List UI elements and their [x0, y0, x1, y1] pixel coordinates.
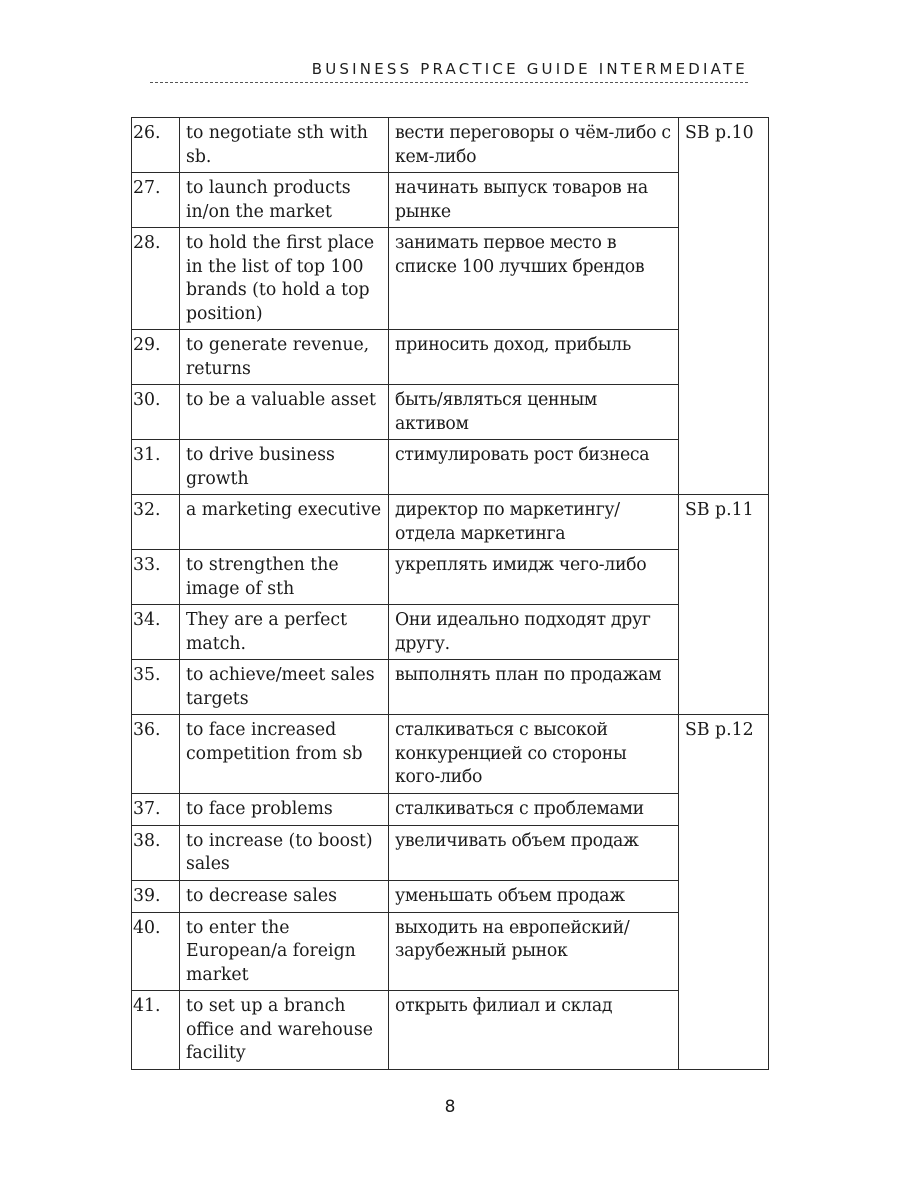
english-term: to increase (to boost) sales [180, 825, 389, 880]
english-term: to enter the European/a foreign market [180, 912, 389, 991]
russian-translation: сталкиваться с высокой конкуренцией со стороны кого-либо [389, 715, 679, 794]
row-number: 41. [132, 991, 180, 1070]
english-term: to face increased competition from sb [180, 715, 389, 794]
row-number: 32. [132, 495, 180, 550]
english-term: They are a perfect match. [180, 605, 389, 660]
textbook-reference: SB p.10 [679, 118, 769, 495]
header-dashed-rule [150, 82, 748, 83]
row-number: 34. [132, 605, 180, 660]
russian-translation: занимать первое место в списке 100 лучших брендов [389, 228, 679, 330]
russian-translation: выполнять план по продажам [389, 660, 679, 715]
english-term: to drive business growth [180, 440, 389, 495]
row-number: 37. [132, 793, 180, 825]
table-row [132, 991, 769, 1070]
russian-translation: быть/являться ценным активом [389, 385, 679, 440]
russian-translation: сталкиваться с проблемами [389, 793, 679, 825]
russian-translation: стимулировать рост бизнеса [389, 440, 679, 495]
running-head: BUSINESS PRACTICE GUIDE INTERMEDIATE [311, 60, 748, 78]
english-term: to launch products in/on the market [180, 173, 389, 228]
russian-translation: открыть филиал и склад [389, 991, 679, 1070]
english-term: to decrease sales [180, 880, 389, 912]
english-term: to be a valuable asset [180, 385, 389, 440]
row-number: 29. [132, 330, 180, 385]
table-row [132, 605, 769, 660]
table-row [132, 228, 769, 330]
table-row [132, 385, 769, 440]
vocabulary-table [131, 117, 769, 1070]
table-row [132, 550, 769, 605]
english-term: to strengthen the image of sth [180, 550, 389, 605]
table-row [132, 912, 769, 991]
table-row [132, 118, 769, 173]
row-number: 27. [132, 173, 180, 228]
english-term: a marketing executive [180, 495, 389, 550]
english-term: to face problems [180, 793, 389, 825]
row-number: 28. [132, 228, 180, 330]
textbook-reference: SB p.11 [679, 495, 769, 715]
table-row [132, 660, 769, 715]
russian-translation: уменьшать объем продаж [389, 880, 679, 912]
russian-translation: выходить на европейский/ зарубежный рынок [389, 912, 679, 991]
table-row [132, 495, 769, 550]
russian-translation: приносить доход, прибыль [389, 330, 679, 385]
row-number: 31. [132, 440, 180, 495]
table-row [132, 715, 769, 794]
row-number: 38. [132, 825, 180, 880]
english-term: to generate revenue, returns [180, 330, 389, 385]
table-row [132, 330, 769, 385]
row-number: 33. [132, 550, 180, 605]
row-number: 26. [132, 118, 180, 173]
russian-translation: вести переговоры о чём-либо с кем-либо [389, 118, 679, 173]
english-term: to achieve/meet sales targets [180, 660, 389, 715]
table-row [132, 173, 769, 228]
russian-translation: укреплять имидж чего-либо [389, 550, 679, 605]
row-number: 30. [132, 385, 180, 440]
row-number: 35. [132, 660, 180, 715]
row-number: 36. [132, 715, 180, 794]
english-term: to set up a branch office and warehouse facility [180, 991, 389, 1070]
table-row [132, 793, 769, 825]
english-term: to negotiate sth with sb. [180, 118, 389, 173]
russian-translation: директор по маркетингу/ отдела маркетинга [389, 495, 679, 550]
russian-translation: Они идеально подходят друг другу. [389, 605, 679, 660]
russian-translation: начинать выпуск товаров на рынке [389, 173, 679, 228]
english-term: to hold the first place in the list of top 100 brands (to hold a top position) [180, 228, 389, 330]
row-number: 39. [132, 880, 180, 912]
textbook-reference: SB p.12 [679, 715, 769, 1070]
table-row [132, 825, 769, 880]
table-row [132, 440, 769, 495]
table-row [132, 880, 769, 912]
russian-translation: увеличивать объем продаж [389, 825, 679, 880]
row-number: 40. [132, 912, 180, 991]
page-number: 8 [444, 1097, 456, 1117]
